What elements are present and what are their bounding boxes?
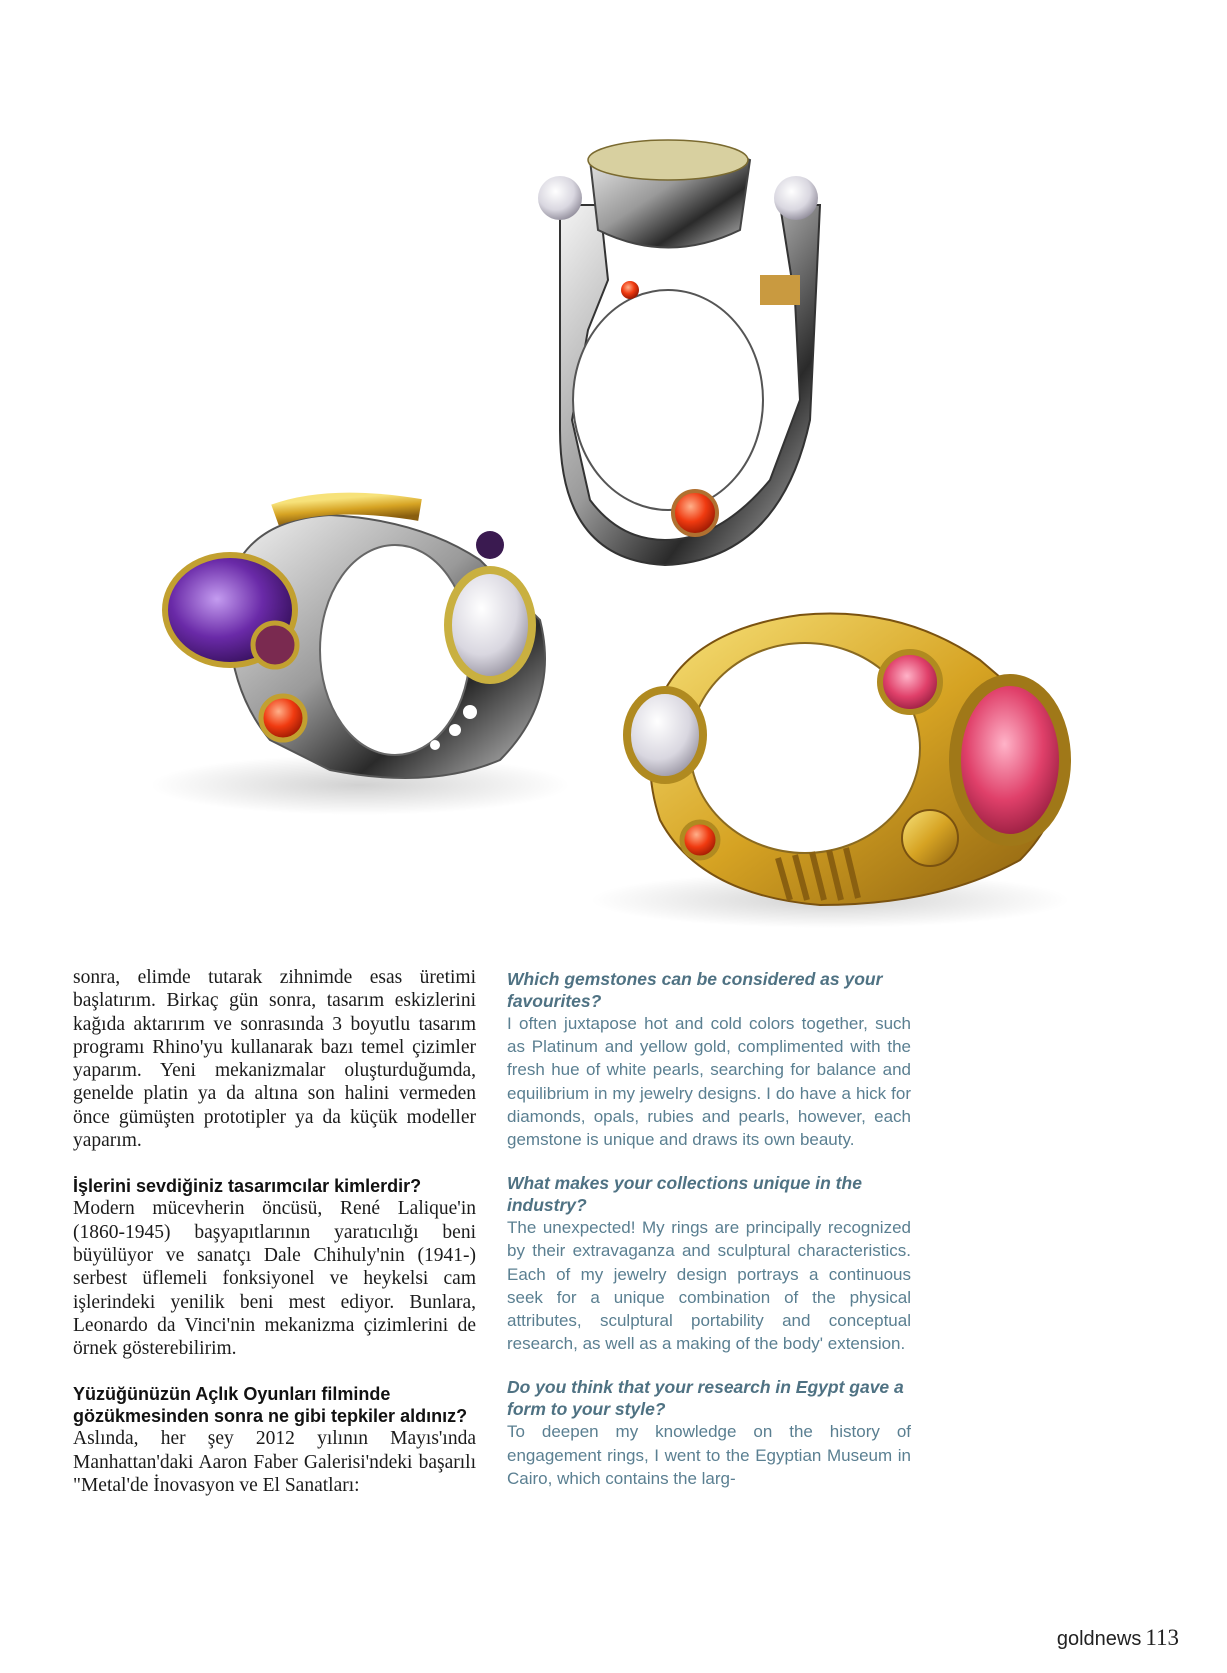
gold-tourmaline-ring [590, 613, 1070, 928]
right-answer-2: The unexpected! My rings are principally recognized by their extravaganza and sculptural characteristics. Each of my jewelry design portrays a continuous seek for a unique combination of the physical attributes, sculptural portability and conceptual research, as well as a making of the body' extension. [507, 1218, 911, 1354]
right-column [507, 968, 911, 1490]
right-question-2: What makes your collections unique in the industry? [507, 1173, 862, 1216]
amethyst-pearl-ring [150, 504, 570, 815]
magazine-name: goldnews [1056, 1628, 1142, 1650]
left-question-1: İşlerini sevdiğiniz tasarımcılar kimlerdir? [73, 1176, 422, 1197]
page-number: 113 [1145, 1625, 1179, 1650]
page-folio [1057, 1625, 1179, 1651]
left-question-2: Yüzüğünüzün Açlık Oyunları filminde gözükmesinden sonra ne gibi tepkiler aldınız? [73, 1384, 468, 1427]
silver-dome-ring [538, 140, 820, 565]
right-question-1: Which gemstones can be considered as your favourites? [507, 969, 883, 1011]
left-column [73, 966, 476, 1497]
right-answer-3: To deepen my knowledge on the history of engagement rings, I went to the Egyptian Museum in Cairo, which contains the larg- [507, 1422, 911, 1488]
left-answer-2: Aslında, her şey 2012 yılının Mayıs'ında Manhattan'daki Aaron Faber Galerisi'ndeki başarılı "Metal'de İnovasyon ve El Sanatları: [73, 1428, 476, 1497]
left-paragraph-1: sonra, elimde tutarak zihnimde esas üretimi başlatırım. Birkaç gün sonra, tasarım eskizlerini kağıda aktarırım ve sonrasında 3 boyutlu tasarım programı Rhino'yu kullanarak bazı temel çizimler yaparım. Yeni mekanizmalar oluşturduğumda, genelde platin ya da altına son halini vermeden önce gümüşten prototipler ya da küçük modeller yaparım. [73, 967, 476, 1152]
right-question-3: Do you think that your research in Egypt gave a form to your style? [507, 1377, 904, 1420]
left-answer-1: Modern mücevherin öncüsü, René Lalique'in (1860-1945) başyapıtlarının yaratıcılığı beni büyülüyor ve sanatçı Dale Chihuly'nin (1941-) serbest üflemeli fonksiyonel ve heykelsi cam işlerindeki yenilik beni mest ediyor. Bunlara, Leonardo da Vinci'nin mekanizma çizimlerini de örnek gösterebilirim. [73, 1198, 476, 1360]
right-answer-1: I often juxtapose hot and cold colors together, such as Platinum and yellow gold, complimented with the fresh hue of white pearls, searching for balance and equilibrium in my jewelry designs. I do have a hick for diamonds, opals, rubies and pearls, however, each gemstone is unique and draws its own beauty. [507, 1014, 911, 1150]
